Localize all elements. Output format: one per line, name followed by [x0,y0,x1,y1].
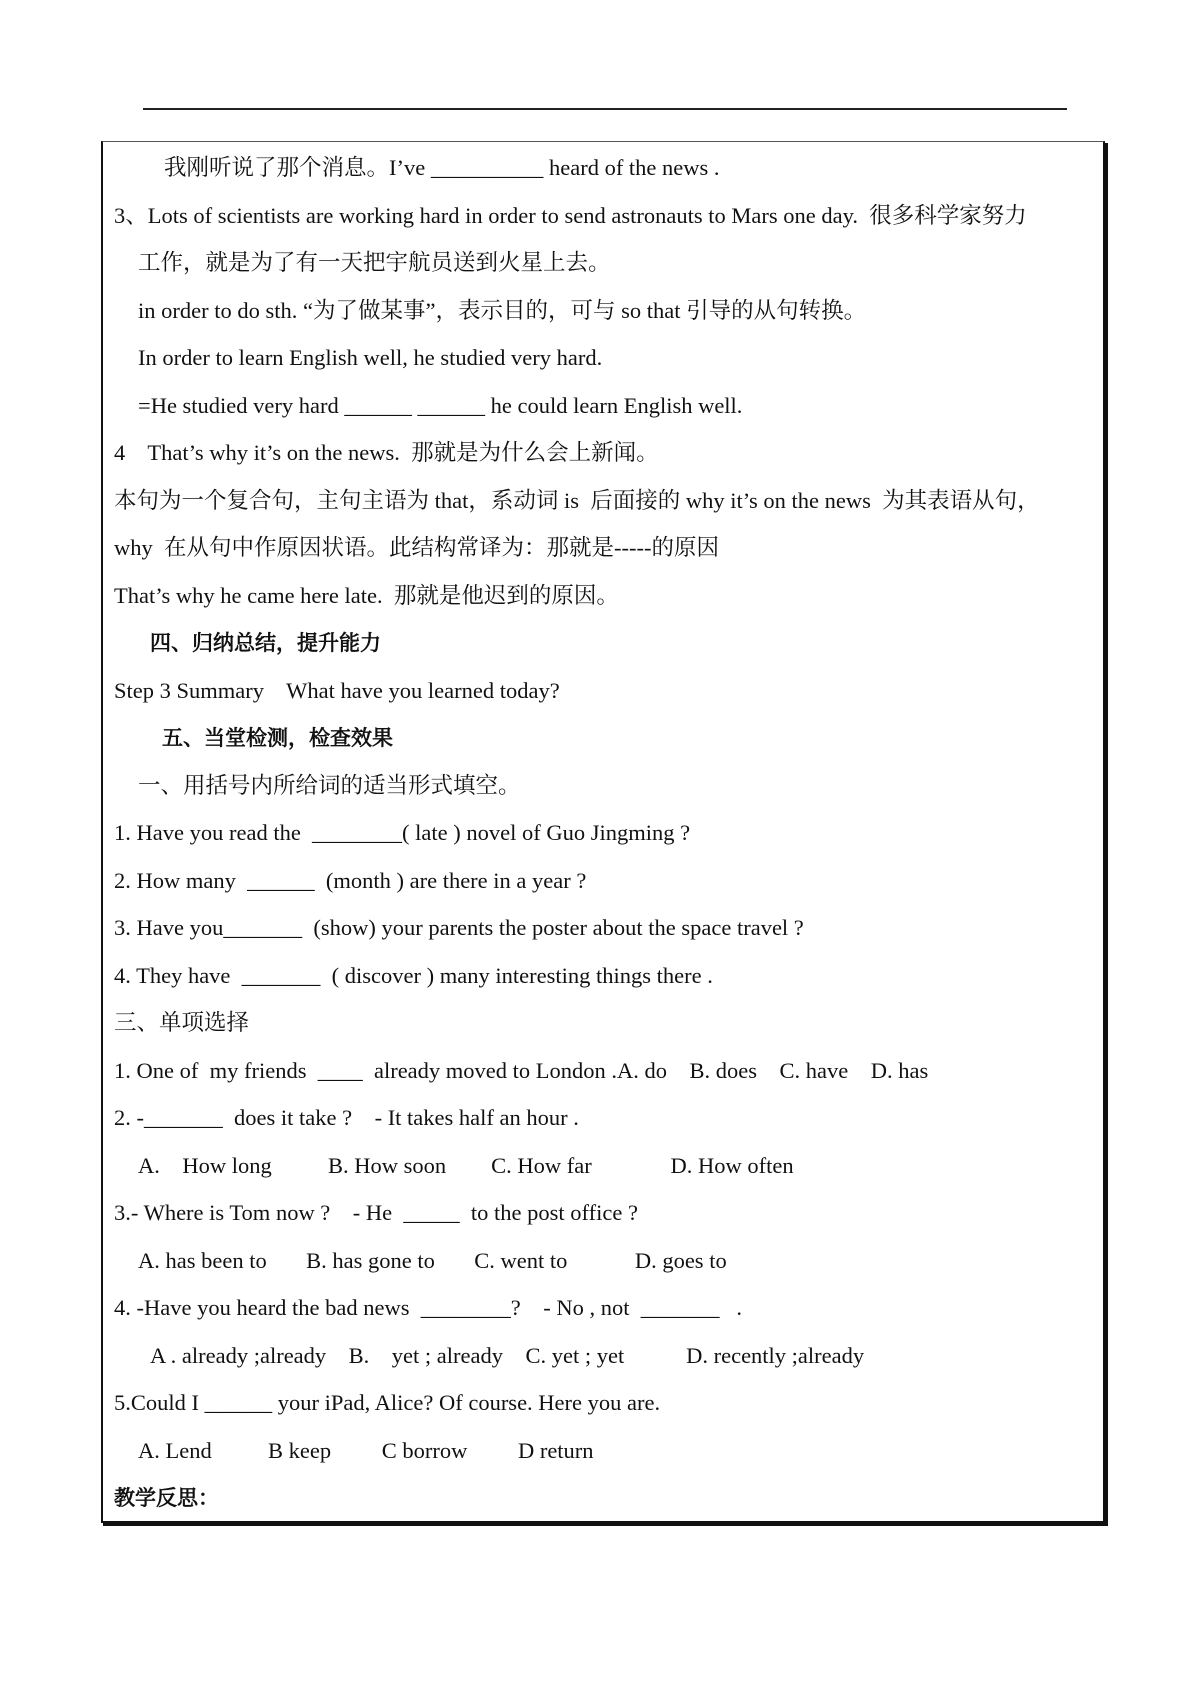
text-line: 三、单项选择 [114,1010,250,1035]
text-line: 一、用括号内所给词的适当形式填空。 [138,773,521,798]
exercise-item: 4. -Have you heard the bad news ________? - No , not _______ . [114,1295,743,1320]
section-heading: 四、归纳总结，提升能力 [150,631,381,655]
exercise-item: 3. Have you_______ (show) your parents the poster about the space travel ? [114,915,804,940]
answer-options: A. has been to B. has gone to C. went to D. goes to [138,1248,727,1273]
text-line: in order to do sth. “为了做某事”，表示目的，可与 so that 引导的从句转换。 [138,298,867,323]
teaching-reflection-label: 教学反思： [114,1486,219,1510]
exercise-item: 1. Have you read the ________( late ) novel of Guo Jingming ? [114,820,691,845]
text-line: 本句为一个复合句，主句主语为 that，系动词 is 后面接的 why it’s on the news 为其表语从句， [114,488,1040,513]
text-line: =He studied very hard ______ ______ he could learn English well. [138,393,743,418]
text-line: Step 3 Summary What have you learned today? [114,678,560,703]
section-heading: 五、当堂检测，检查效果 [162,726,393,750]
header-rule [143,108,1067,110]
box-border-shadow [103,1523,1108,1526]
text-line: In order to learn English well, he studied very hard. [138,345,603,370]
text-line: 3、Lots of scientists are working hard in order to send astronauts to Mars one day. 很多科学家努力 [114,203,1027,228]
exercise-item: 2. -_______ does it take ? - It takes half an hour . [114,1105,579,1130]
text-line: 我刚听说了那个消息。I’ve __________ heard of the news . [164,155,720,180]
answer-options: A. How long B. How soon C. How far D. How often [138,1153,794,1178]
answer-options: A . already ;already B. yet ; already C. yet ; yet D. recently ;already [150,1343,865,1368]
text-line: 工作，就是为了有一天把宇航员送到火星上去。 [138,250,611,275]
exercise-item: 4. They have _______ ( discover ) many interesting things there . [114,963,713,988]
exercise-item: 2. How many ______ (month ) are there in a year ? [114,868,587,893]
exercise-item: 1. One of my friends ____ already moved to London .A. do B. does C. have D. has [114,1058,929,1083]
box-border-shadow [1105,143,1108,1525]
text-line: 4 That’s why it’s on the news. 那就是为什么会上新闻。 [114,440,659,465]
text-line: That’s why he came here late. 那就是他迟到的原因。 [114,583,619,608]
exercise-item: 5.Could I ______ your iPad, Alice? Of course. Here you are. [114,1390,661,1415]
answer-options: A. Lend B keep C borrow D return [138,1438,594,1463]
exercise-item: 3.- Where is Tom now ? - He _____ to the post office ? [114,1200,638,1225]
text-line: why 在从句中作原因状语。此结构常译为：那就是-----的原因 [114,535,719,560]
